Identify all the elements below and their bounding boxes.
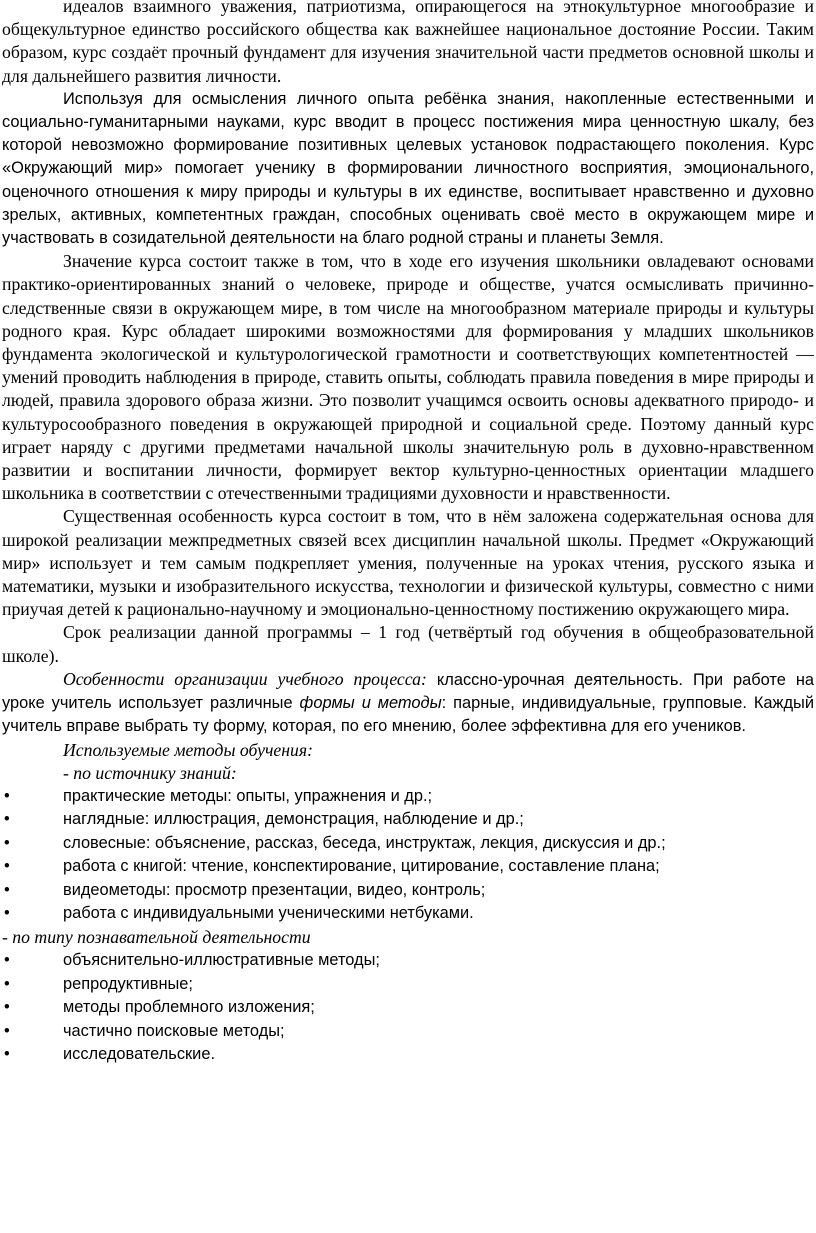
paragraph-5: Срок реализации данной программы – 1 год (четвёртый год обучения в общеобразовательной школе). — [2, 622, 814, 666]
by-source-list — [2, 785, 814, 926]
bullet-icon: • — [4, 810, 10, 829]
bullet-icon: • — [4, 833, 10, 852]
paragraph-3: Значение курса состоит также в том, что в ходе его изучения школьники овладевают основами практико-ориентированных знаний о человеке, природе и обществе, учатся осмысливать причинно-следственные связи в окружающем мире, в том числе на многообразном материале природы и культуры родного края. Курс обладает широкими возможностями для формирования у младших школьников фундамента экологической и культурологической грамотности и соответствующих компетентностей — умений проводить наблюдения в природе, ставить опыты, соблюдать правила поведения в мире природы и людей, правила здорового образа жизни. Это позволит учащимся освоить основы адекватного природо- и культуросообразного поведения в окружающей природной и социальной среде. Поэтому данный курс играет наряду с другими предметами начальной школы значительную роль в духовно-нравственном развитии и воспитании личности, формирует вектор культурно-ценностных ориентации младшего школьника в соответствии с отечественными традициями духовности и нравственности. — [2, 251, 814, 504]
paragraph-4: Существенная особенность курса состоит в том, что в нём заложена содержательная основа для широкой реализации межпредметных связей всех дисциплин начальной школы. Предмет «Окружающий мир» использует и тем самым подкрепляет умения, полученные на уроках чтения, русского языка и математики, музыки и изобразительного искусства, технологии и физической культуры, совместно с ними приучая детей к рационально-научному и эмоционально-ценностному постижению окружающего мира. — [2, 506, 814, 620]
by-activity-heading: - по типу познавательной деятельности — [2, 926, 311, 947]
list-item: • наглядные: иллюстрация, демонстрация, наблюдение и др.; — [2, 808, 814, 832]
methods-heading: Используемые методы обучения: — [63, 739, 313, 760]
organization-label: Особенности организации учебного процесса: — [63, 668, 427, 689]
bullet-icon: • — [4, 904, 10, 923]
forms-methods: формы и методы — [299, 694, 442, 713]
by-source-heading: - по источнику знаний: — [63, 762, 237, 783]
list-item: • видеометоды: просмотр презентации, видео, контроль; — [2, 879, 814, 903]
list-item: • частично поисковые методы; — [2, 1020, 814, 1044]
list-item: • работа с индивидуальными ученическими нетбуками. — [2, 902, 814, 926]
organization-text-b: : парные, индивидуальные, групповые. Каждый учитель вправе выбрать ту форму, которая, по его мнению, более эффективна для его учеников. — [2, 694, 814, 736]
list-item: • словесные: объяснение, рассказ, беседа, инструктаж, лекция, дискуссия и др.; — [2, 832, 814, 856]
organization-text-a: классно-урочная деятельность. При работе на уроке учитель использует различные — [2, 670, 814, 713]
bullet-icon: • — [4, 1021, 10, 1040]
list-item: • исследовательские. — [2, 1043, 814, 1067]
bullet-icon: • — [4, 857, 10, 876]
paragraph-1: идеалов взаимного уважения, патриотизма, опирающегося на этнокультурное многообразие и общекультурное единство российского общества как важнейшее национальное достояние России. Таким образом, курс создаёт прочный фундамент для изучения значительной части предметов основной школы и для дальнейшего развития личности. — [2, 0, 814, 86]
list-item: • объяснительно-иллюстративные методы; — [2, 949, 814, 973]
by-activity-list — [2, 949, 814, 1067]
list-item: • репродуктивные; — [2, 973, 814, 997]
list-item: • методы проблемного изложения; — [2, 996, 814, 1020]
paragraph-2: Используя для осмысления личного опыта ребёнка знания, накопленные естественными и социально-гуманитарными науками, курс вводит в процесс постижения мира ценностную шкалу, без которой невозможно формирование позитивных целевых установок подрастающего поколения. Курс «Окружающий мир» помогает ученику в формировании личностного восприятия, эмоционального, оценочного отношения к миру природы и культуры в их единстве, воспитывает нравственно и духовно зрелых, активных, компетентных граждан, способных оценивать своё место в окружающем мире и участвовать в созидательной деятельности на благо родной страны и планеты Земля. — [2, 89, 814, 248]
bullet-icon: • — [4, 1045, 10, 1064]
paragraph-6 — [2, 668, 814, 739]
list-item: • практические методы: опыты, упражнения и др.; — [2, 785, 814, 809]
bullet-icon: • — [4, 880, 10, 899]
bullet-icon: • — [4, 786, 10, 805]
list-item: • работа с книгой: чтение, конспектирование, цитирование, составление плана; — [2, 855, 814, 879]
bullet-icon: • — [4, 974, 10, 993]
bullet-icon: • — [4, 998, 10, 1017]
bullet-icon: • — [4, 951, 10, 970]
